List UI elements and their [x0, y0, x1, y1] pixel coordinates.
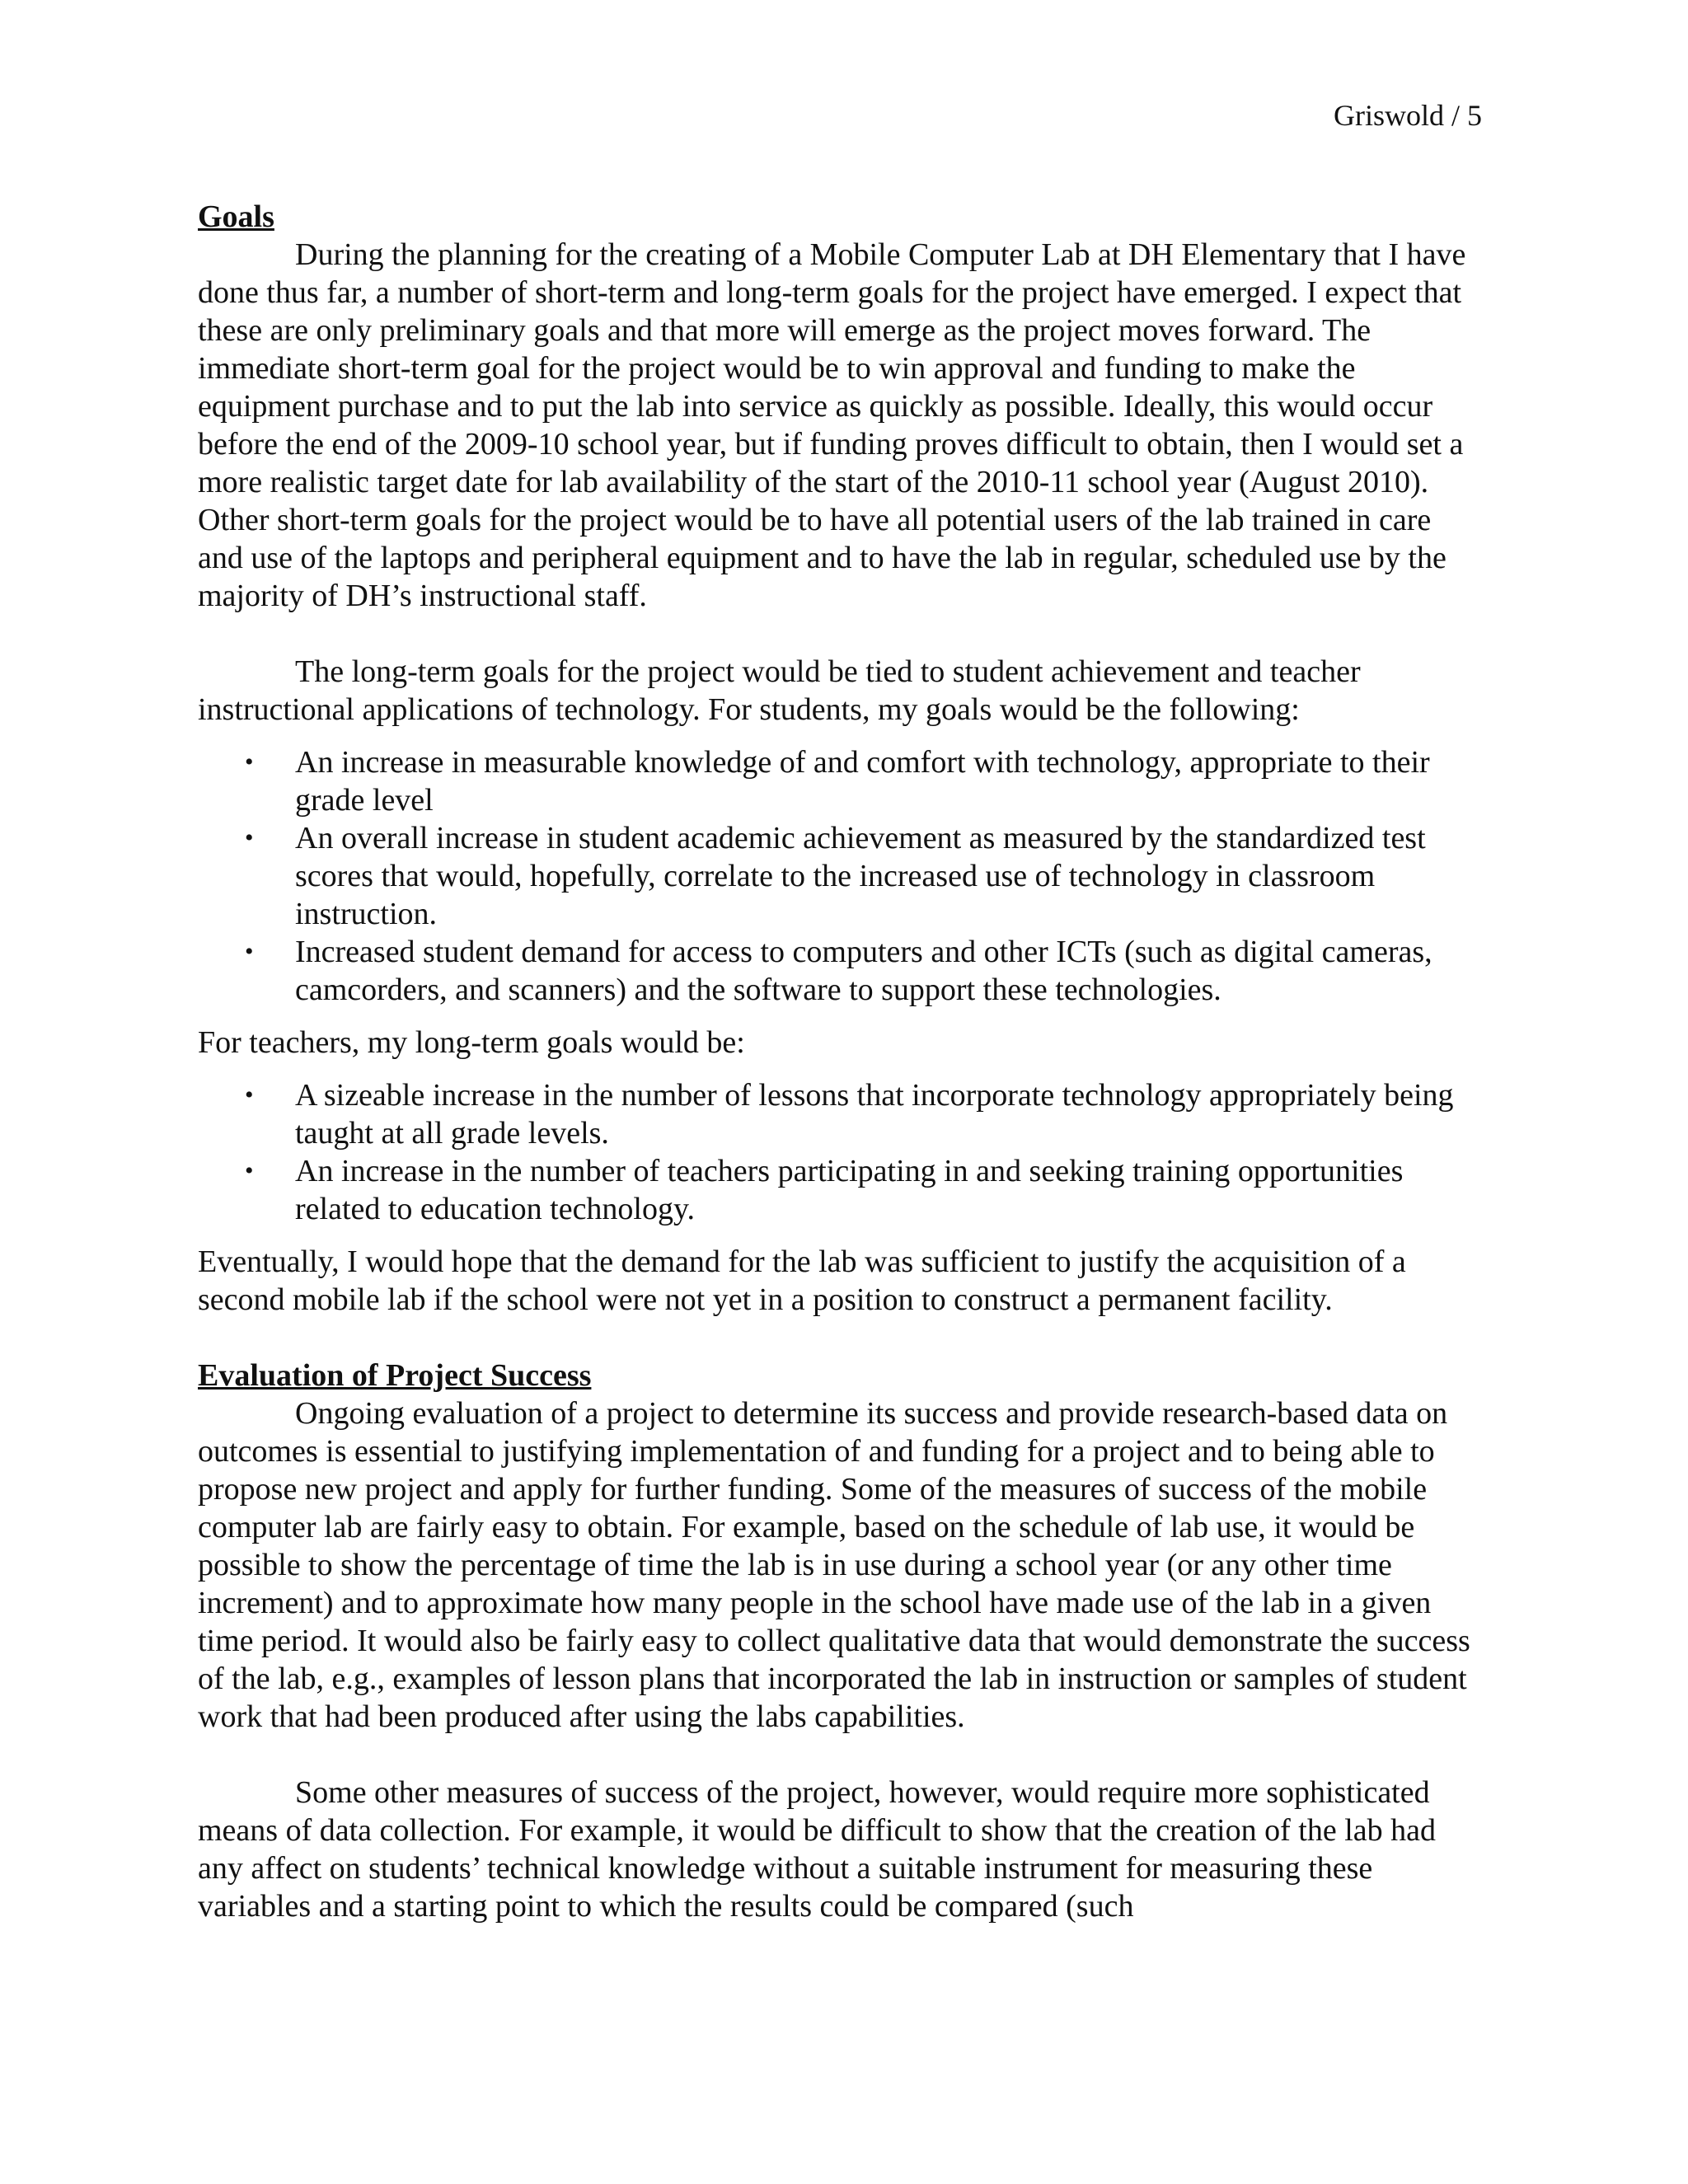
list-item: [198, 819, 1484, 933]
goals-paragraph-1: During the planning for the creating of a Mobile Computer Lab at DH Elementary that I have done thus far, a number of short-term and long-term goals for the project have emerged. I expect that these are only preliminary goals and that more will emerge as the project moves forward. The immediate short-term goal for the project would be to win approval and funding to make the equipment purchase and to put the lab into service as quickly as possible. Ideally, this would occur before the end of the 2009-10 school year, but if funding proves difficult to obtain, then I would set a more realistic target date for lab availability of the start of the 2010-11 school year (August 2010). Other short-term goals for the project would be to have all potential users of the lab trained in care and use of the laptops and peripheral equipment and to have the lab in regular, scheduled use by the majority of DH’s instructional staff.: [198, 237, 1466, 613]
evaluation-paragraph-1: Ongoing evaluation of a project to determine its success and provide research-based data on outcomes is essential to justifying implementation of and funding for a project and to being able to propose new project and apply for further funding. Some of the measures of success of the mobile computer lab are fairly easy to obtain. For example, based on the schedule of lab use, it would be possible to show the percentage of time the lab is in use during a school year (or any other time increment) and to approximate how many people in the school have made use of the lab in a given time period. It would also be fairly easy to collect qualitative data that would demonstrate the success of the lab, e.g., examples of lesson plans that incorporated the lab in instruction or samples of student work that had been produced after using the labs capabilities.: [198, 1396, 1470, 1734]
running-head: Griswold / 5: [1334, 99, 1482, 132]
bullet-icon: •: [245, 1157, 254, 1184]
goals-heading: Goals: [198, 199, 274, 234]
bullet-icon: •: [245, 1081, 254, 1108]
goals-paragraph-2: The long-term goals for the project would be tied to student achievement and teacher instructional applications of technology. For students, my goals would be the following:: [198, 654, 1361, 727]
list-item-text: A sizeable increase in the number of lessons that incorporate technology appropriately being taught at all grade levels.: [295, 1078, 1454, 1151]
list-item: [198, 743, 1484, 819]
teacher-goals-list: [198, 1076, 1484, 1228]
student-goals-list: [198, 743, 1484, 1009]
evaluation-paragraph-2: Some other measures of success of the project, however, would require more sophisticated means of data collection. For example, it would be difficult to show that the creation of the lab had any affect on students’ technical knowledge without a suitable instrument for measuring these variables and a starting point to which the results could be compared (such: [198, 1775, 1436, 1924]
list-item-text: An overall increase in student academic achievement as measured by the standardized test scores that would, hopefully, correlate to the increased use of technology in classroom instruction.: [295, 821, 1426, 931]
teachers-intro: For teachers, my long-term goals would be:: [198, 1025, 745, 1060]
list-item-text: Increased student demand for access to computers and other ICTs (such as digital cameras, camcorders, and scanners) and the software to support these technologies.: [295, 935, 1432, 1007]
bullet-icon: •: [245, 938, 254, 965]
evaluation-heading: Evaluation of Project Success: [198, 1358, 592, 1393]
goals-closing: Eventually, I would hope that the demand for the lab was sufficient to justify the acquisition of a second mobile lab if the school were not yet in a position to construct a permanent facility.: [198, 1244, 1406, 1317]
list-item-text: An increase in measurable knowledge of and comfort with technology, appropriate to their grade level: [295, 745, 1430, 818]
list-item: [198, 1076, 1484, 1152]
bullet-icon: •: [245, 824, 254, 851]
bullet-icon: •: [245, 748, 254, 776]
list-item-text: An increase in the number of teachers participating in and seeking training opportunities related to education technology.: [295, 1154, 1404, 1226]
list-item: [198, 933, 1484, 1009]
list-item: [198, 1152, 1484, 1228]
page-content: [198, 198, 1484, 1925]
